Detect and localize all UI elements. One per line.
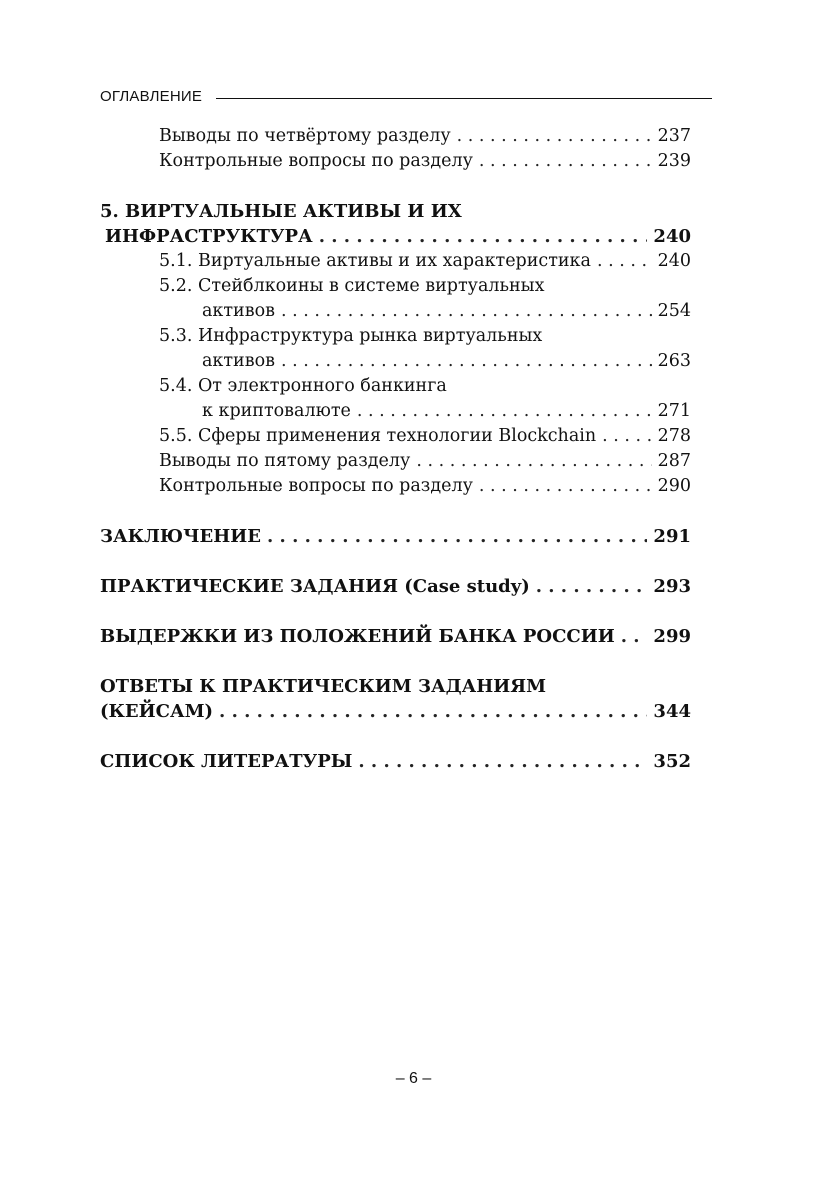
toc-section-title: ОТВЕТЫ К ПРАКТИЧЕСКИМ ЗАДАНИЯМ: [100, 676, 547, 697]
toc-entry[interactable]: [100, 474, 691, 499]
toc-entry[interactable]: [100, 374, 691, 424]
toc-conclusion[interactable]: [100, 524, 691, 549]
page-number: – 6 –: [395, 1070, 432, 1087]
toc-entry-page: 263: [657, 351, 691, 371]
running-header: [100, 88, 712, 105]
toc-entry-title: 5.3. Инфраструктура рынка виртуальных: [159, 326, 543, 346]
toc-section-page: 344: [653, 701, 691, 722]
toc-section-title: 5. ВИРТУАЛЬНЫЕ АКТИВЫ И ИХ: [100, 201, 462, 222]
toc-entry[interactable]: [100, 149, 691, 174]
toc-entry-title-cont: активов: [202, 351, 275, 371]
toc-entry-title-cont: активов: [202, 301, 275, 321]
toc-section-page: 352: [653, 751, 691, 772]
toc-section-5[interactable]: [100, 199, 691, 249]
toc-entry-page: 237: [657, 126, 691, 146]
toc-entry-title: Контрольные вопросы по разделу: [159, 151, 473, 171]
table-of-contents: [100, 124, 691, 774]
toc-entry[interactable]: [100, 324, 691, 374]
dot-leader: [219, 699, 647, 724]
toc-entry-title: 5.4. От электронного банкинга: [159, 376, 447, 396]
toc-entry-title: 5.1. Виртуальные активы и их характеристика: [159, 251, 591, 271]
toc-practical[interactable]: [100, 574, 691, 599]
toc-entry-title: Выводы по четвёртому разделу: [159, 126, 451, 146]
toc-entry-page: 254: [657, 301, 691, 321]
dot-leader: [281, 349, 652, 374]
dot-leader: [358, 749, 647, 774]
dot-leader: [319, 224, 648, 249]
header-label: ОГЛАВЛЕНИЕ: [100, 88, 203, 105]
toc-entry-page: 271: [657, 401, 691, 421]
toc-entry[interactable]: [100, 249, 691, 274]
toc-section-title-cont: ИНФРАСТРУКТУРА: [105, 226, 313, 247]
toc-section-title: ЗАКЛЮЧЕНИЕ: [100, 526, 261, 547]
toc-section-page: 240: [653, 226, 691, 247]
toc-section-page: 299: [653, 626, 691, 647]
dot-leader: [267, 524, 647, 549]
dot-leader: [621, 624, 648, 649]
dot-leader: [536, 574, 648, 599]
toc-excerpts[interactable]: [100, 624, 691, 649]
header-rule: [216, 98, 712, 99]
toc-entry-page: 287: [657, 451, 691, 471]
toc-entry[interactable]: [100, 449, 691, 474]
toc-section-title: ПРАКТИЧЕСКИЕ ЗАДАНИЯ (Case study): [100, 576, 530, 597]
dot-leader: [602, 424, 651, 449]
toc-entry[interactable]: [100, 274, 691, 324]
toc-entry-page: 239: [657, 151, 691, 171]
dot-leader: [416, 449, 651, 474]
toc-entry-title: Выводы по пятому разделу: [159, 451, 411, 471]
toc-entry-page: 278: [657, 426, 691, 446]
dot-leader: [457, 124, 652, 149]
toc-section-page: 291: [653, 526, 691, 547]
toc-entry-title: Контрольные вопросы по разделу: [159, 476, 473, 496]
toc-answers[interactable]: [100, 674, 691, 724]
toc-entry-title: 5.2. Стейблкоины в системе виртуальных: [159, 276, 545, 296]
toc-entry-title: 5.5. Сферы применения технологии Blockchain: [159, 426, 597, 446]
dot-leader: [479, 149, 652, 174]
toc-entry-page: 290: [657, 476, 691, 496]
toc-entry-title-cont: к криптовалюте: [202, 401, 351, 421]
toc-section-title: СПИСОК ЛИТЕРАТУРЫ: [100, 751, 353, 772]
toc-entry-page: 240: [657, 251, 691, 271]
dot-leader: [281, 299, 652, 324]
toc-references[interactable]: [100, 749, 691, 774]
toc-section-page: 293: [653, 576, 691, 597]
toc-section-title-cont: (КЕЙСАМ): [100, 701, 214, 722]
dot-leader: [597, 249, 652, 274]
toc-section-title: ВЫДЕРЖКИ ИЗ ПОЛОЖЕНИЙ БАНКА РОССИИ: [100, 626, 615, 647]
toc-entry[interactable]: [100, 124, 691, 149]
dot-leader: [357, 399, 652, 424]
toc-entry[interactable]: [100, 424, 691, 449]
dot-leader: [479, 474, 652, 499]
